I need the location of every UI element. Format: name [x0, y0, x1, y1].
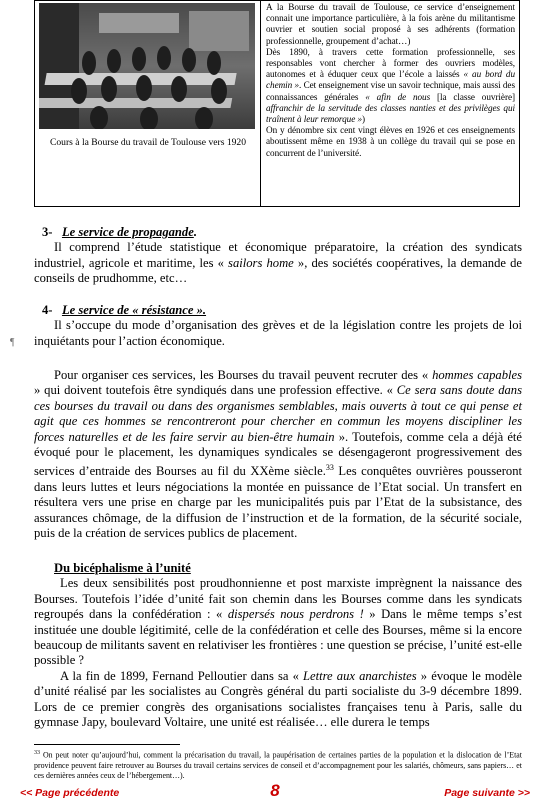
footnote-ref: 33 [325, 463, 334, 473]
previous-page-link[interactable]: << Page précédente [20, 787, 120, 799]
classroom-photo [39, 3, 255, 129]
bicephalism-heading: Du bicéphalisme à l’unité [54, 561, 191, 575]
section-4 [34, 303, 522, 349]
bicephalism-paragraph-2: A la fin de 1899, Fernand Pelloutier dans sa « Lettre aux anarchistes » évoque le modèle d’unité réalisé par les socialistes au Congrès général du parti socialiste du 3-9 décembre 1899. Lors de ce premier congrès des organisations socialistes françaises tenu à Paris, salle du gymnase Japy, boulevard Voltaire, une unité est réalisée… elle durera le temps [34, 668, 522, 730]
bicephalism-section [34, 561, 522, 730]
section-4-body: Il s’occupe du mode d’organisation des grèves et de la législation contre les projets de loi inquiétants pour l’action économique. [34, 318, 522, 348]
section-4-heading: 4- Le service de « résistance ». [42, 303, 207, 317]
photo-caption: Cours à la Bourse du travail de Toulouse vers 1920 [49, 137, 247, 148]
section-3-heading: 3- Le service de propagande. [42, 225, 197, 239]
info-paragraph: On y dénombre six cent vingt élèves en 1926 et ces enseignements aboutissent même en 1938 à un collège du travail qui se pose en concurrent de l’université. [266, 125, 515, 158]
page-navigation [18, 781, 532, 802]
footnote-separator [34, 744, 180, 745]
section-3 [34, 225, 522, 287]
next-page-link[interactable]: Page suivante >> [444, 787, 530, 799]
info-paragraph: Dès 1890, à travers cette formation professionnelle, ses responsables vont chercher à former des ouvriers modèles, autonomes et à éduquer ceux que l’école a laissés « au bord du chemin ». Cet enseignement vise un savoir technique, mais aussi des connaissances générales « afin de nous [la classe ouvrière] affranchir de la servitude des classes nanties et des privilèges qui traînent à leur remorque ») [266, 46, 515, 125]
info-box [34, 0, 520, 207]
section-3-body: Il comprend l’étude statistique et économique préparatoire, la création des syndicats industriel, agricole et maritime, les « sailors home », des sociétés coopératives, la demande de conseils de prudhomme, etc… [34, 240, 522, 286]
info-text [261, 1, 519, 206]
organisation-paragraph: Pour organiser ces services, les Bourses du travail peuvent recruter des « hommes capables » qui doivent toutefois être syndiqués dans une profession effective. « Ce sera sans doute dans ces bourses du travail ou dans des organismes semblables, mais ouverts à tout ce qui pense et agit que ces hommes se rencontreront pour chercher en commun les moyens discipliner les forces naturelles et de les faire servir au bien-être humain ». Toutefois, comme cela a déjà été évoqué pour le placement, les dynamiques syndicales se désengageront progressivement des services d’entraide des Bourses au fil du XXème siècle.$^{33}$ Les conquêtes ouvrières pousseront dans leurs luttes et leurs négociations la montée en puissance de l’Etat social. Un transfert en résultera vers une prise en charge par les municipalités puis par l’Etat de la subsistance, des assurances chômage, de la diffusion de l’instruction et de la formation, de la sécurité sociale, puis de la création de services publics de placement. [34, 368, 523, 541]
info-paragraph: A la Bourse du travail de Toulouse, ce service d’enseignement connait une importance particulière, à la fois arène du militantisme ouvrier et soutien social proposé à ses adhérents (formation professionnelle, groupement d’achat…) [266, 2, 515, 46]
photo-cell [35, 1, 261, 206]
page-number: 8 [270, 781, 280, 800]
paragraph-mark-icon: ¶ [10, 337, 15, 348]
footnote: $^{33}$ On peut noter qu’aujourd’hui, comment la précarisation du travail, la paupérisation de certaines parties de la population et la dislocation de l’Etat providence peuvent faire retrouver au Bourses du travail certains services de conseil et d’accompagnement pour les salariés, chômeurs, sans papiers… et ces dernières années ceux de l’hébergement…). [34, 750, 522, 780]
classroom-photo-image [39, 3, 255, 129]
bicephalism-paragraph-1: Les deux sensibilités post proudhonnienne et post marxiste imprègnent la naissance des Bourses. Toutefois l’idée d’unité fait son chemin dans les Bourses comme dans les syndicats regroupés dans la confédération : « dispersés nous perdrons ! » Dans le même temps s’est instituée une double légitimité, celle de la confédération et celle des Bourses, même si la encore beaucoup de militants savent en relativiser les frontières : une question se précise, l’unité est-elle possible ? [34, 576, 522, 668]
